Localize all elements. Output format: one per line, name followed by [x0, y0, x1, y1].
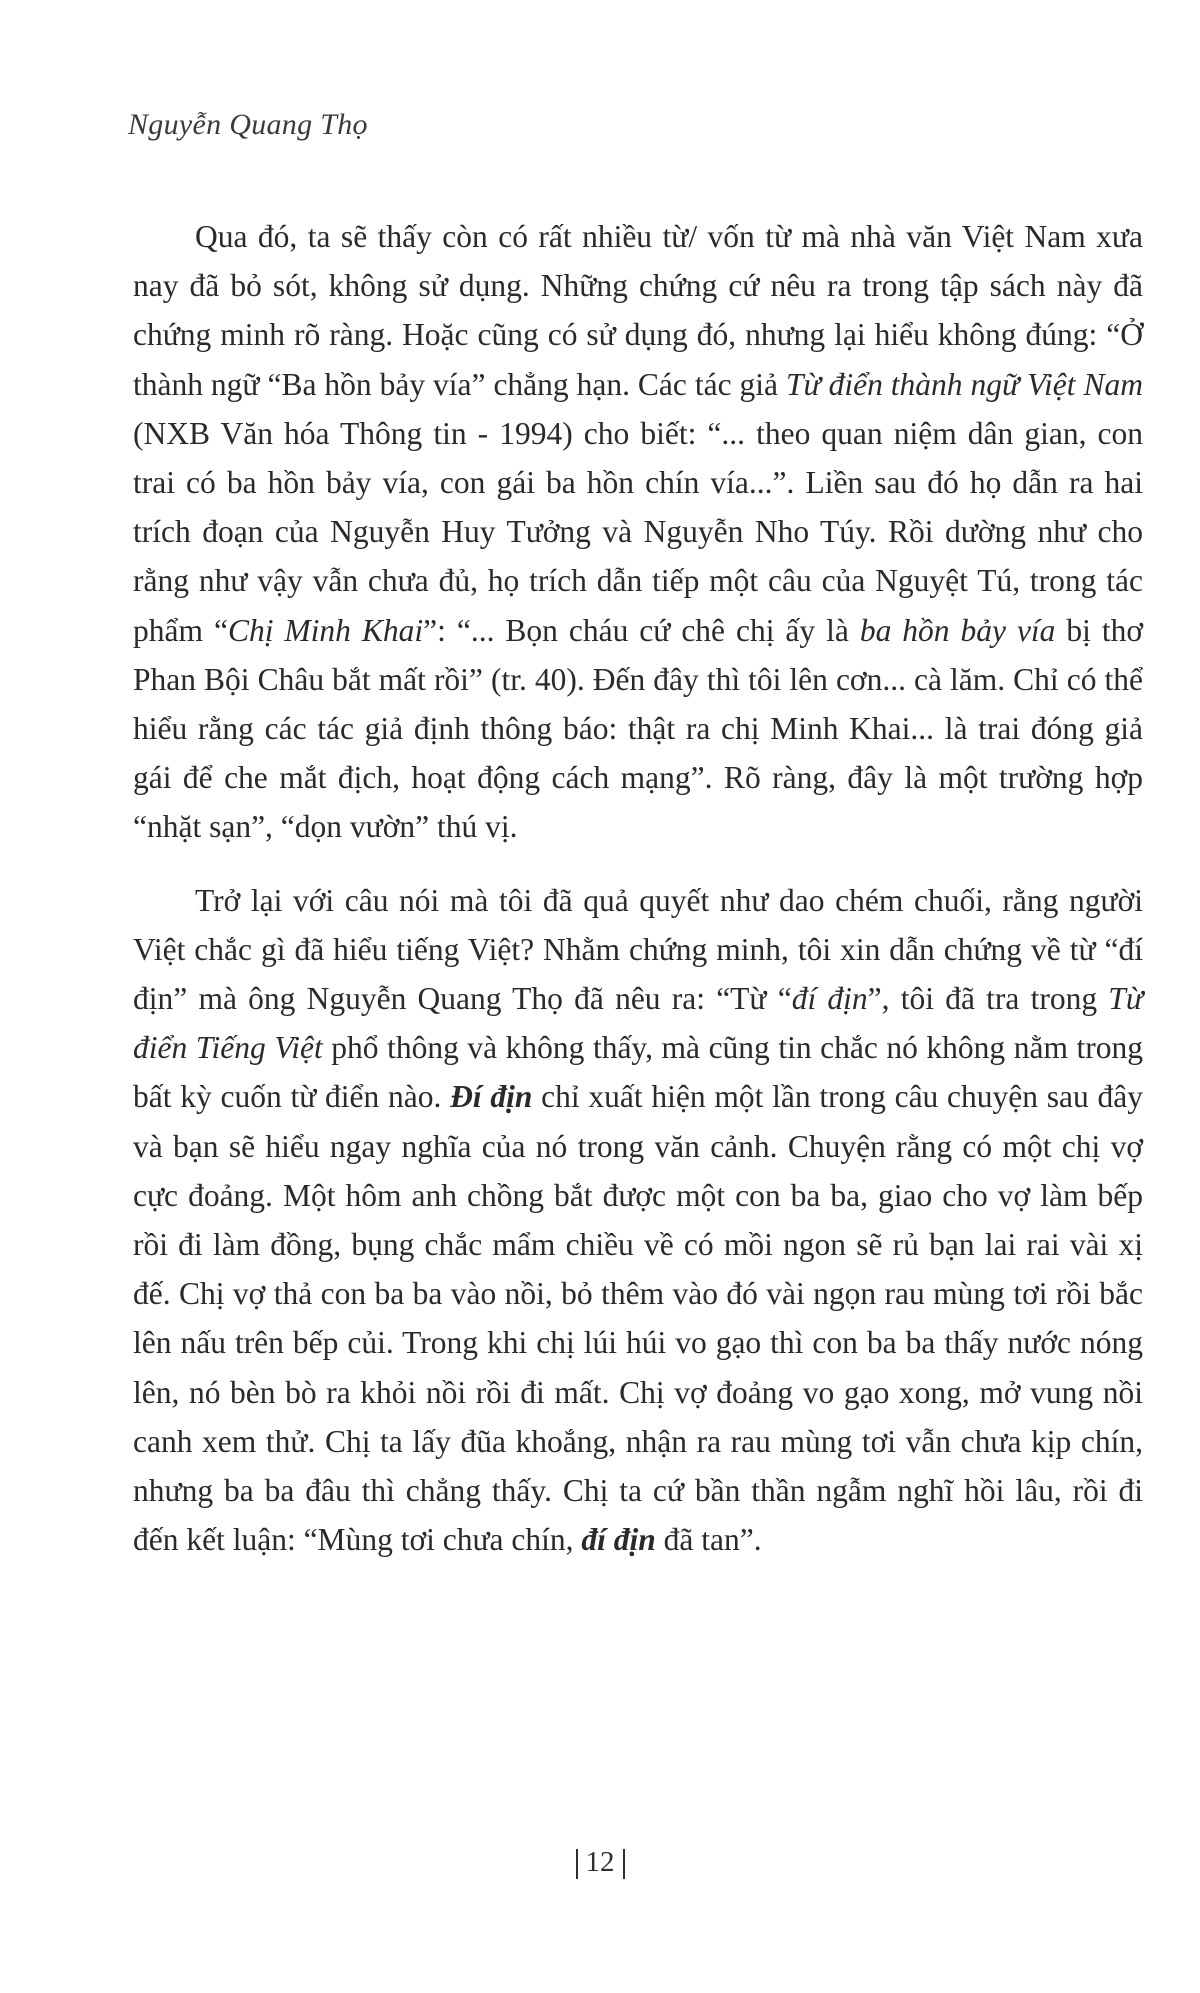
text-run: ”, tôi đã tra trong	[867, 981, 1109, 1017]
text-run: phổ thông và không thấy, mà cũng tin chắc nó không nằm trong bất kỳ cuốn từ điển nào.	[133, 1030, 1143, 1115]
italic-phrase: ba hồn bảy vía	[859, 612, 1056, 648]
paragraph	[133, 212, 1143, 852]
body-text	[133, 212, 1143, 1564]
running-head: Nguyễn Quang Thọ	[128, 108, 368, 141]
text-run: ”: “... Bọn cháu cứ chê chị ấy là	[423, 612, 860, 648]
text-run: chỉ xuất hiện một lần trong câu chuyện sau đây và bạn sẽ hiểu ngay nghĩa của nó trong văn cảnh. Chuyện rằng có một chị vợ cực đoảng. Một hôm anh chồng bắt được một con ba ba, giao cho vợ làm bếp rồi đi làm đồng, bụng chắc mẩm chiều về có mồi ngon sẽ rủ bạn lai rai vài xị đế. Chị vợ thả con ba ba vào nồi, bỏ thêm vào đó vài ngọn rau mùng tơi rồi bắc lên nấu trên bếp củi. Trong khi chị lúi húi vo gạo thì con ba ba thấy nước nóng lên, nó bèn bò ra khỏi nồi rồi đi mất. Chị vợ đoảng vo gạo xong, mở vung nồi canh xem thử. Chị ta lấy đũa khoắng, nhận ra rau mùng tơi vẫn chưa kịp chín, nhưng ba ba đâu thì chẳng thấy. Chị ta cứ bần thần ngẫm nghĩ hồi lâu, rồi đi đến kết luận: “Mùng tơi chưa chín,	[133, 1079, 1143, 1558]
text-run: đã tan”.	[655, 1522, 762, 1558]
folio-bar-right	[623, 1849, 625, 1879]
text-run: Qua đó, ta sẽ thấy còn có rất nhiều từ/ vốn từ mà nhà văn Việt Nam xưa nay đã bỏ sót, không sử dụng. Những chứng cứ nêu ra trong tập sách này đã chứng minh rõ ràng. Hoặc cũng có sử dụng đó, nhưng lại hiểu không đúng: “Ở thành ngữ “Ba hồn bảy vía” chẳng hạn. Các tác giả	[133, 219, 1143, 402]
page-number	[0, 1846, 1200, 1879]
paragraph	[133, 876, 1143, 1565]
book-title: Từ điển thành ngữ Việt Nam	[785, 366, 1144, 402]
work-title: Chị Minh Khai	[227, 612, 424, 648]
text-run: (NXB Văn hóa Thông tin - 1994) cho biết: “... theo quan niệm dân gian, con trai có ba hồn bảy vía, con gái ba hồn chín vía...”. Liền sau đó họ dẫn ra hai trích đoạn của Nguyễn Huy Tưởng và Nguyễn Nho Túy. Rồi dường như cho rằng như vậy vẫn chưa đủ, họ trích dẫn tiếp một câu của Nguyệt Tú, trong tác phẩm “	[133, 415, 1143, 648]
bold-italic-term: đí địn	[581, 1522, 656, 1558]
italic-term: đí địn	[791, 981, 868, 1017]
text-run: Trở lại với câu nói mà tôi đã quả quyết như dao chém chuối, rằng người Việt chắc gì đã hiểu tiếng Việt? Nhằm chứng minh, tôi xin dẫn chứng về từ “đí địn” mà ông Nguyễn Quang Thọ đã nêu ra: “Từ “	[133, 882, 1143, 1017]
text-run: bị thơ Phan Bội Châu bắt mất rồi” (tr. 40). Đến đây thì tôi lên cơn... cà lăm. Chỉ có thể hiểu rằng các tác giả định thông báo: thật ra chị Minh Khai... là trai đóng giả gái để che mắt địch, hoạt động cách mạng”. Rõ ràng, đây là một trường hợp “nhặt sạn”, “dọn vườn” thú vị.	[133, 612, 1144, 845]
page-number-value: 12	[585, 1846, 615, 1878]
bold-italic-term: Đí địn	[450, 1079, 533, 1115]
folio-bar-left	[576, 1849, 578, 1879]
dictionary-title: Từ điển Tiếng Việt	[133, 981, 1143, 1066]
